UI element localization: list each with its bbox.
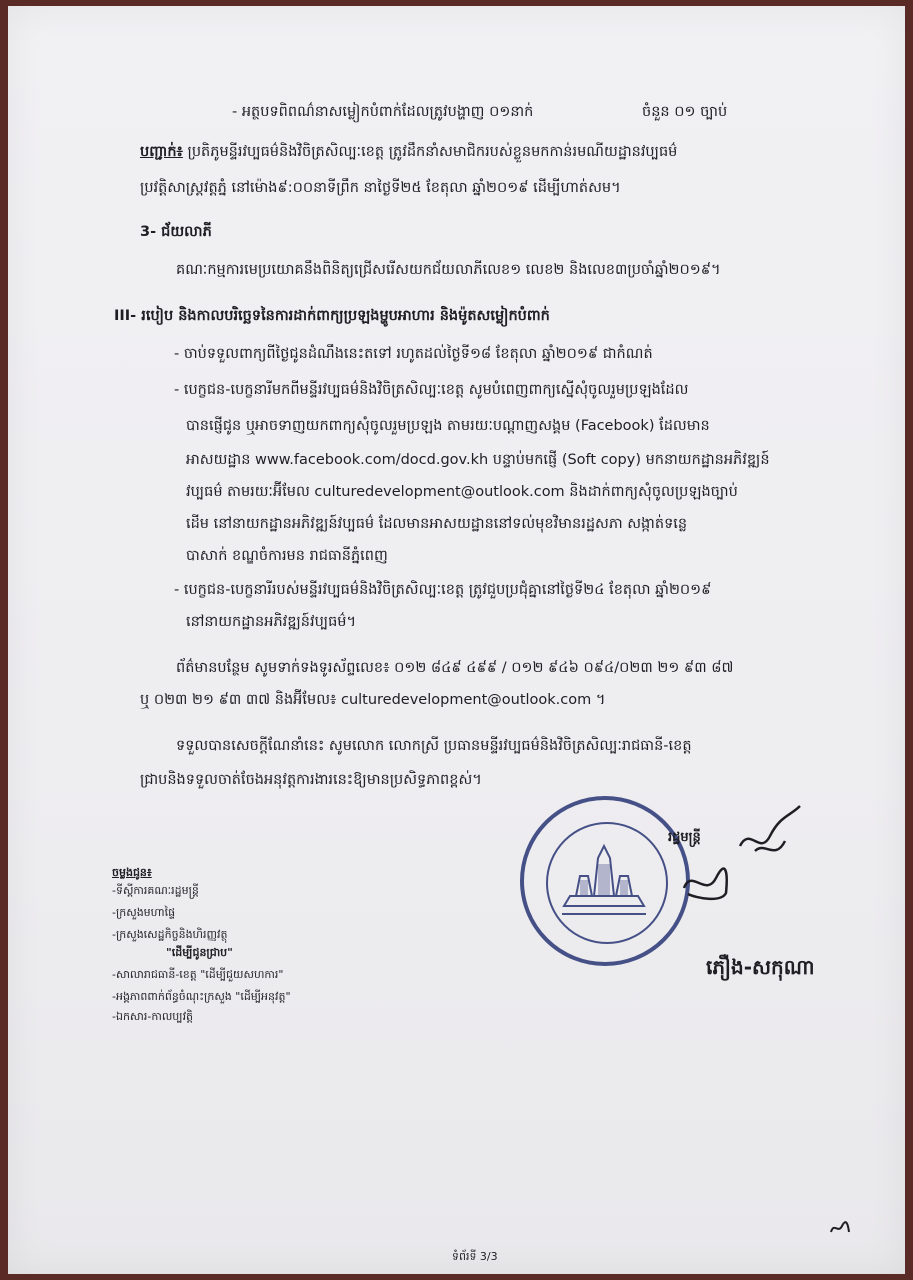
note-text: ប្រតិភូមន្ទីរវប្បធម៌និងវិចិត្រសិល្បៈខេត្ត ត្រូវដឹកនាំសមាជិករបស់ខ្លួនមកកាន់រមណីយដ្ឋានវប្បធម៌ xyxy=(187,144,678,160)
document-page xyxy=(8,6,905,1274)
section-iii-title: III- របៀប និងកាលបរិច្ឆេទនៃការដាក់ពាក្យប្រឡងម្ហូបអាហារ និងម៉ូតសម្លៀកបំពាក់ xyxy=(114,308,550,324)
cc-item: -ក្រសួងមហាផ្ទៃ xyxy=(112,906,176,919)
cc-item: "ដើម្បីជូនជ្រាប" xyxy=(166,946,233,959)
handwritten-signature-icon xyxy=(676,858,736,908)
bullet-3-line-1: - បេក្ខជន-បេក្ខនារីរបស់មន្ទីរវប្បធម៌និងវិចិត្រសិល្បៈខេត្ត ត្រូវជួបប្រជុំគ្នានៅថ្ងៃទី២៤ ខែតុលា ឆ្នាំ២០១៩ xyxy=(174,582,712,598)
section-3-title: 3- ជ័យលាភី xyxy=(140,224,212,240)
cc-item: -ទីស្តីការគណៈរដ្ឋមន្ត្រី xyxy=(112,884,199,897)
note-label: បញ្ជាក់៖ xyxy=(140,144,183,160)
info-line-1: ព័ត៌មានបន្ថែម សូមទាក់ទងទូរស័ព្ទលេខ៖ ០១២ ៨៤៩ ៤៩៩ / ០១២ ៩៤៦ ០៩៤/០២៣ ២១ ៩៣ ៨៧ xyxy=(176,660,734,676)
bullet-2-line-4: វប្បធម៌ តាមរយៈអ៊ីមែល culturedevelopment@outlook.com និងដាក់ពាក្យសុំចូលប្រឡងច្បាប់ xyxy=(186,484,738,500)
cc-item: -សាលារាជធានី-ខេត្ត "ដើម្បីជួយសហការ" xyxy=(112,968,284,981)
bullet-1: - ចាប់ទទួលពាក្យពីថ្ងៃជូនដំណឹងនេះតទៅ រហូតដល់ថ្ងៃទី១៨ ខែតុលា ឆ្នាំ២០១៩ ជាកំណត់ xyxy=(174,346,653,362)
initials-mark-icon xyxy=(828,1218,852,1238)
closing-line-2: ជ្រាបនិងទទួលចាត់ចែងអនុវត្តការងារនេះឱ្យមានប្រសិទ្ធភាពខ្ពស់។ xyxy=(140,772,482,788)
info-line-2: ឬ ០២៣ ២១ ៩៣ ៣៧ និងអ៊ីមែល៖ culturedevelopment@outlook.com ។ xyxy=(140,692,606,708)
bullet-2-line-1: - បេក្ខជន-បេក្ខនារីមកពីមន្ទីរវប្បធម៌និងវិចិត្រសិល្បៈខេត្ត សូមបំពេញពាក្យស្នើសុំចូលរួមប្រឡងដែល xyxy=(174,382,689,398)
cc-item: -ក្រសួងសេដ្ឋកិច្ចនិងហិរញ្ញវត្ថុ xyxy=(112,928,228,941)
bullet-3-line-2: នៅនាយកដ្ឋានអភិវឌ្ឍន៍វប្បធម៌។ xyxy=(186,614,357,630)
bullet-2-line-6: បាសាក់ ខណ្ឌចំការមន រាជធានីភ្នំពេញ xyxy=(186,548,388,564)
minister-title: រដ្ឋមន្ត្រី xyxy=(668,830,701,845)
cc-item: -ឯកសារ-កាលប្បវត្តិ xyxy=(112,1010,194,1023)
line-1-count: ចំនួន ០១ ច្បាប់ xyxy=(642,104,728,120)
official-seal xyxy=(520,796,690,966)
cc-item: -អង្គភាពពាក់ព័ន្ធចំណុះក្រសួង "ដើម្បីអនុវត្ត" xyxy=(112,990,291,1003)
closing-line-1: ទទួលបានសេចក្តីណែនាំនេះ សូមលោក លោកស្រី ប្រធានមន្ទីរវប្បធម៌និងវិចិត្រសិល្បៈរាជធានី-ខេត្ត xyxy=(176,738,692,754)
bullet-2-line-5: ដើម នៅនាយកដ្ឋានអភិវឌ្ឍន៍វប្បធម៌ ដែលមានអាសយដ្ឋាននៅទល់មុខវិមានរដ្ឋសភា សង្កាត់ទន្លេ xyxy=(186,516,688,532)
bullet-2-line-3: អាសយដ្ឋាន www.facebook.com/docd.gov.kh បន្ទាប់មកផ្ញើ (Soft copy) មកនាយកដ្ឋានអភិវឌ្ឍន៍ xyxy=(186,452,770,468)
bullet-2-line-2: បានផ្ញើជូន ឬអាចទាញយកពាក្យសុំចូលរួមប្រឡង តាមរយៈបណ្តាញសង្គម (Facebook) ដែលមាន xyxy=(186,418,710,434)
signatory-name: ភឿង-សកុណា xyxy=(706,955,815,979)
angkor-temple-icon xyxy=(554,836,654,926)
page-number: ទំព័រទី 3/3 xyxy=(452,1250,498,1263)
section-3-text: គណៈកម្មការមេប្រយោគនឹងពិនិត្យជ្រើសរើសយកជ័យលាភីលេខ១ លេខ២ និងលេខ៣ប្រចាំឆ្នាំ២០១៩។ xyxy=(176,262,721,278)
note-text-2: ប្រវត្តិសាស្ត្រវត្តភ្នំ នៅម៉ោង៩:០០នាទីព្រឹក នាថ្ងៃទី២៥ ខែតុលា ឆ្នាំ២០១៩ ដើម្បីហាត់សម។ xyxy=(140,180,621,196)
cc-title: ចម្លងជូន៖ xyxy=(112,866,152,879)
signature-mark-icon xyxy=(730,796,810,876)
line-1: - អត្ថបទពិពណ៌នាសម្លៀកបំពាក់ដែលត្រូវបង្ហាញ ០១នាក់ xyxy=(232,104,534,120)
